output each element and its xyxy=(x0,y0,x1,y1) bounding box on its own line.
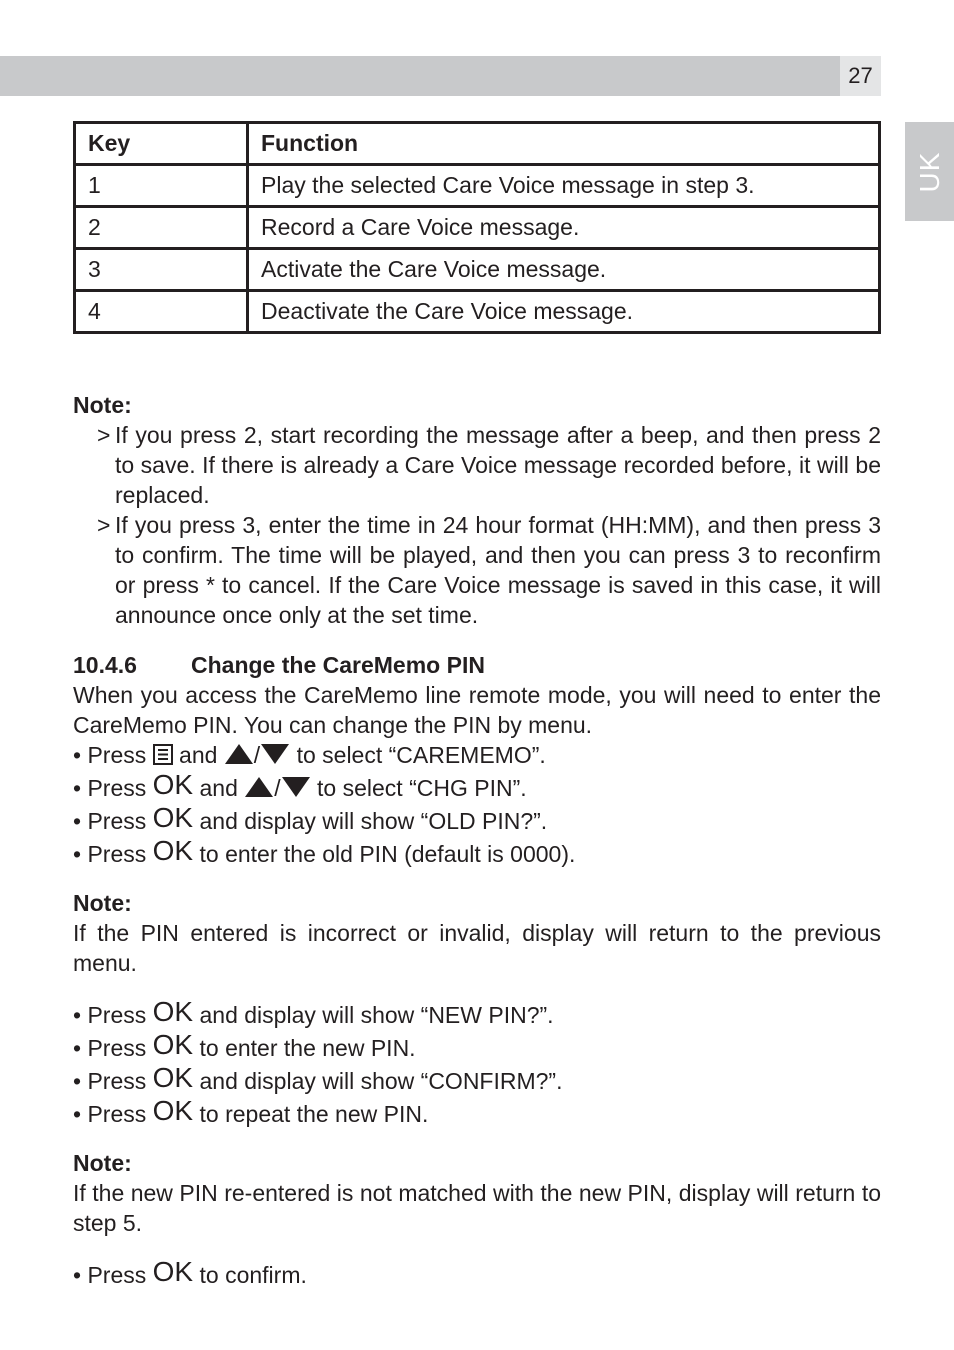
note-label: Note: xyxy=(73,392,132,418)
step-text: to enter the new PIN. xyxy=(199,1035,416,1061)
bullet: • xyxy=(73,1101,82,1127)
step-text: to select “CAREMEMO”. xyxy=(296,742,546,768)
page-number: 27 xyxy=(840,56,881,96)
page-content xyxy=(73,390,881,1290)
bullet: • xyxy=(73,1035,82,1061)
ok-key-icon: OK xyxy=(152,996,194,1027)
note-item-marker: > xyxy=(97,422,111,448)
section-intro: When you access the CareMemo line remote mode, you will need to enter the CareMemo PIN. You can change the PIN by menu. xyxy=(73,682,881,738)
bullet: • xyxy=(73,1068,82,1094)
note-label: Note: xyxy=(73,1150,132,1176)
section-heading xyxy=(73,650,881,680)
ok-key-icon: OK xyxy=(152,1029,194,1060)
down-arrow-icon xyxy=(260,743,290,765)
bullet: • xyxy=(73,1002,82,1028)
table-cell-key: 4 xyxy=(75,291,248,333)
bullet: • xyxy=(73,1262,82,1288)
ok-key-icon: OK xyxy=(152,835,194,866)
bullet: • xyxy=(73,808,82,834)
step-item xyxy=(73,836,881,869)
step-text: Press xyxy=(87,1101,147,1127)
table-row xyxy=(75,207,880,249)
step-text: / xyxy=(253,742,261,768)
step-text: and xyxy=(199,775,238,801)
table-cell-key: 2 xyxy=(75,207,248,249)
spacer xyxy=(73,978,881,997)
up-arrow-icon xyxy=(244,776,274,798)
ok-key-icon: OK xyxy=(152,1095,194,1126)
step-text: and display will show “OLD PIN?”. xyxy=(199,808,548,834)
step-text: Press xyxy=(87,775,147,801)
note-item-text: If you press 2, start recording the message after a beep, and then press 2 to save. If there is already a Care Voice message recorded before, it will be replaced. xyxy=(115,422,881,508)
note-item-marker: > xyxy=(97,512,111,538)
spacer xyxy=(73,630,881,650)
step-text: and xyxy=(179,742,218,768)
ok-key-icon: OK xyxy=(152,769,194,800)
note-item xyxy=(73,420,881,510)
step-item xyxy=(73,1030,881,1063)
table-cell-key: 1 xyxy=(75,165,248,207)
table-row xyxy=(75,249,880,291)
table-header-row xyxy=(75,123,880,165)
table-cell-function: Record a Care Voice message. xyxy=(248,207,880,249)
step-text: / xyxy=(274,775,281,801)
step-text: to confirm. xyxy=(199,1262,307,1288)
bullet: • xyxy=(73,841,82,867)
step-text: Press xyxy=(87,841,147,867)
header-bar xyxy=(0,56,840,96)
table-cell-function: Play the selected Care Voice message in step 3. xyxy=(248,165,880,207)
step-text: Press xyxy=(87,1035,147,1061)
note-item-text: If you press 3, enter the time in 24 hour format (HH:MM), and then press 3 to confirm. The time will be played, and then you can press 3 to reconfirm or press * to cancel. If the Care Voice message is saved in this case, it will announce once only at the set time. xyxy=(115,512,881,628)
step-text: Press xyxy=(87,1068,147,1094)
spacer xyxy=(73,1129,881,1148)
spacer xyxy=(73,869,881,888)
step-item xyxy=(73,1257,881,1290)
table-row xyxy=(75,165,880,207)
note-text: If the new PIN re-entered is not matched with the new PIN, display will return to step 5. xyxy=(73,1180,881,1236)
note-item xyxy=(73,510,881,630)
ok-key-icon: OK xyxy=(152,1256,194,1287)
table-cell-function: Activate the Care Voice message. xyxy=(248,249,880,291)
section-number: 10.4.6 xyxy=(73,652,137,678)
table-header-function: Function xyxy=(248,123,880,165)
step-text: to enter the old PIN (default is 0000). xyxy=(199,841,576,867)
table-cell-key: 3 xyxy=(75,249,248,291)
step-text: Press xyxy=(87,808,147,834)
step-text: and display will show “CONFIRM?”. xyxy=(199,1068,563,1094)
step-text: and display will show “NEW PIN?”. xyxy=(199,1002,554,1028)
note-label: Note: xyxy=(73,890,132,916)
section-title: Change the CareMemo PIN xyxy=(191,652,485,678)
step-item xyxy=(73,770,881,803)
language-tab xyxy=(905,122,954,221)
key-function-table xyxy=(73,121,881,334)
step-text: Press xyxy=(87,1262,147,1288)
table-cell-function: Deactivate the Care Voice message. xyxy=(248,291,880,333)
note-text: If the PIN entered is incorrect or invalid, display will return to the previous menu. xyxy=(73,920,881,976)
up-arrow-icon xyxy=(224,743,254,765)
table-row xyxy=(75,291,880,333)
spacer xyxy=(73,1238,881,1257)
bullet: • xyxy=(73,742,82,768)
step-text: Press xyxy=(87,742,147,768)
bullet: • xyxy=(73,775,82,801)
step-item xyxy=(73,803,881,836)
step-item xyxy=(73,997,881,1030)
step-item xyxy=(73,1063,881,1096)
language-tab-label: UK xyxy=(913,151,945,192)
step-text: to select “CHG PIN”. xyxy=(317,775,527,801)
step-text: Press xyxy=(87,1002,147,1028)
step-item xyxy=(73,1096,881,1129)
step-item xyxy=(73,740,881,770)
ok-key-icon: OK xyxy=(152,1062,194,1093)
down-arrow-icon xyxy=(281,776,311,798)
table-header-key: Key xyxy=(75,123,248,165)
menu-key-icon xyxy=(153,744,173,765)
step-text: to repeat the new PIN. xyxy=(199,1101,429,1127)
ok-key-icon: OK xyxy=(152,802,194,833)
